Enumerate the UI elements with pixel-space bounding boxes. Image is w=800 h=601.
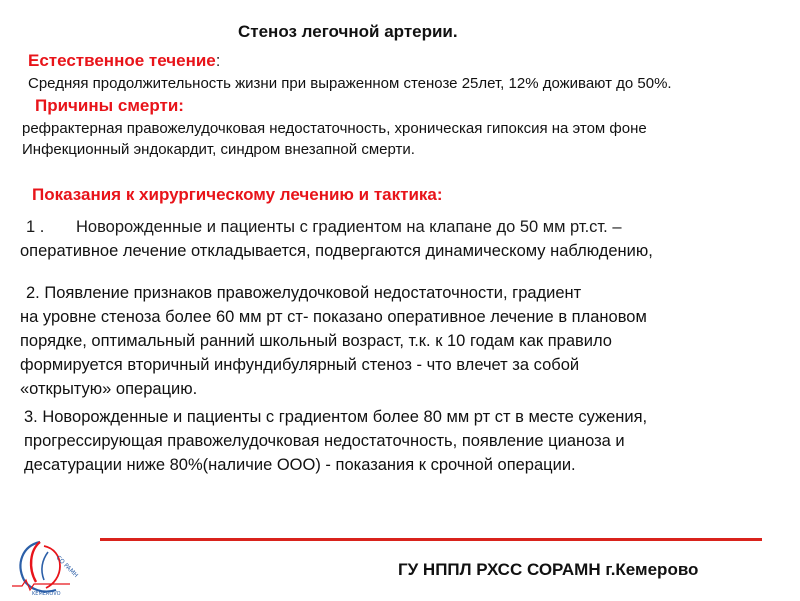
indication-2-line: 2. Появление признаков правожелудочковой недостаточности, градиент xyxy=(26,284,582,302)
indication-2-line: на уровне стеноза более 60 мм рт ст- показано оперативное лечение в плановом xyxy=(20,308,647,326)
indications-heading: Показания к хирургическому лечению и тактика: xyxy=(32,185,443,204)
svg-text:CO PAMH: CO PAMH xyxy=(54,554,80,580)
footer-divider xyxy=(100,538,762,541)
natural-course-heading xyxy=(28,51,221,71)
indication-2-line: формируется вторичный инфундибулярный стеноз - что влечет за собой xyxy=(20,356,580,374)
heading-colon: : xyxy=(215,51,221,70)
indication-1-line2: оперативное лечение откладывается, подвергаются динамическому наблюдению, xyxy=(20,242,653,260)
indication-1-number: 1 . xyxy=(26,218,45,236)
indication-2-line: «открытую» операцию. xyxy=(20,380,198,398)
slide-title: Стеноз легочной артерии. xyxy=(238,22,458,41)
institution-logo-icon xyxy=(10,538,88,596)
indication-3-line: десатурации ниже 80%(наличие ООО) - показания к срочной операции. xyxy=(24,456,576,474)
indication-3-line: 3. Новорожденные и пациенты с градиентом более 80 мм рт ст в месте сужения, xyxy=(24,408,648,426)
death-causes-heading: Причины смерти: xyxy=(35,96,184,115)
indication-2-line: порядке, оптимальный ранний школьный возраст, т.к. к 10 годам как правило xyxy=(20,332,612,350)
indication-3-line: прогрессирующая правожелудочковая недостаточность, появление цианоза и xyxy=(24,432,625,450)
natural-course-text: Средняя продолжительность жизни при выраженном стенозе 25лет, 12% доживают до 50%. xyxy=(28,75,672,92)
indication-1-text: Новорожденные и пациенты с градиентом на клапане до 50 мм рт.ст. – xyxy=(76,218,622,236)
indication-1-line1 xyxy=(26,218,622,237)
footer-organization: ГУ НППЛ РХСС СОРАМН г.Кемерово xyxy=(398,560,699,579)
natural-course-heading-text: Естественное течение xyxy=(28,51,216,70)
svg-text:KEMEROVO: KEMEROVO xyxy=(32,591,61,596)
death-causes-line: рефрактерная правожелудочковая недостаточность, хроническая гипоксия на этом фоне xyxy=(22,120,647,137)
death-causes-line: Инфекционный эндокардит, синдром внезапной смерти. xyxy=(22,141,415,158)
